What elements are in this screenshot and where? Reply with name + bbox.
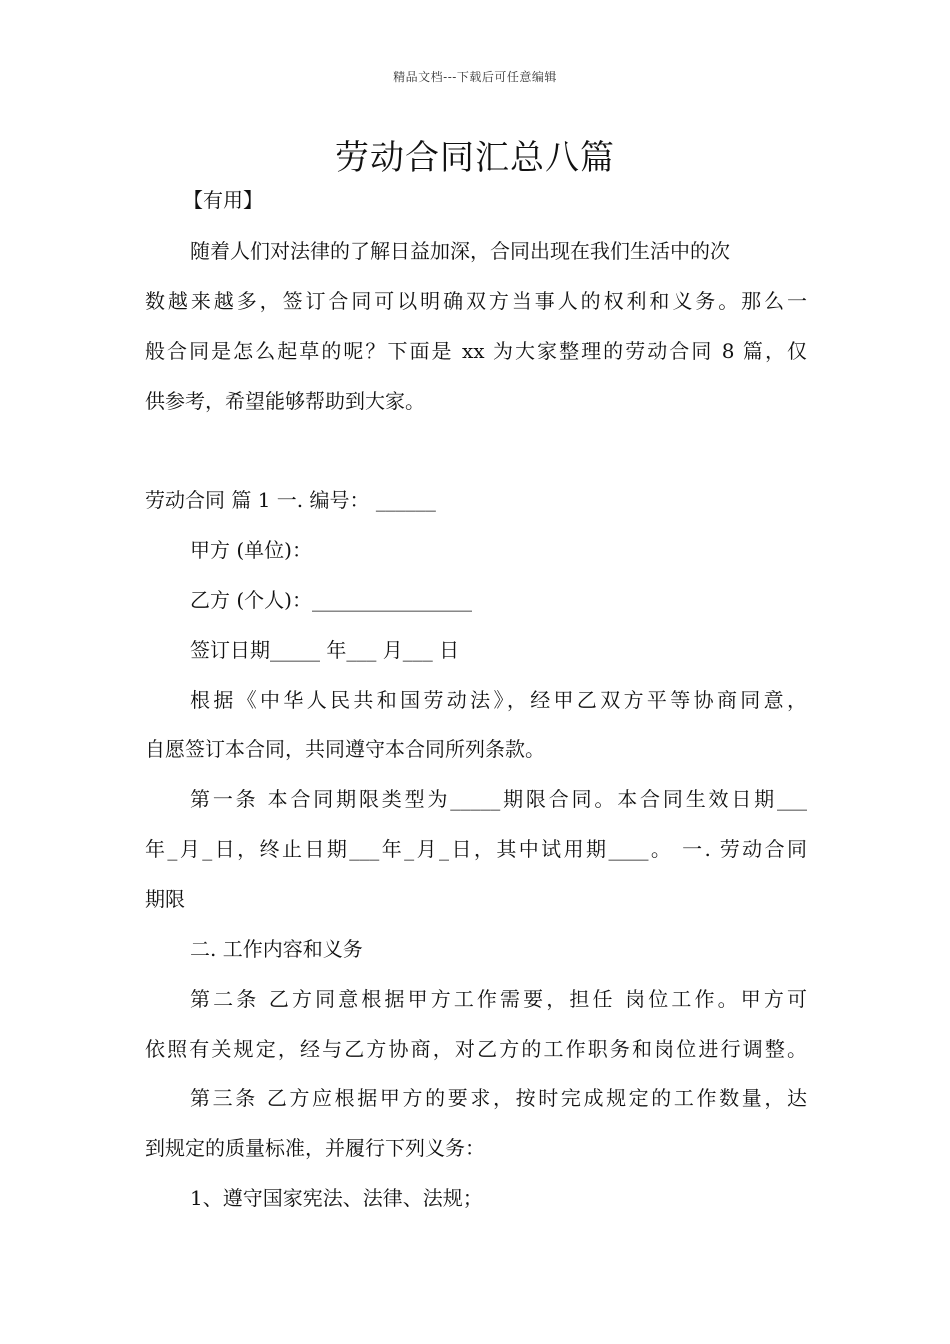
article-2-line-1: 第二条 乙方同意根据甲方工作需要，担任 岗位工作。甲方可	[190, 987, 807, 1011]
intro-line-2: 数越来越多，签订合同可以明确双方当事人的权利和义务。那么一	[145, 289, 807, 313]
intro-line-4: 供参考，希望能够帮助到大家。	[145, 389, 425, 413]
document-title: 劳动合同汇总八篇	[335, 138, 615, 178]
header-note: 精品文档---下载后可任意编辑	[393, 70, 557, 84]
tag-label: 【有用】	[183, 188, 263, 212]
basis-line-1: 根据《中华人民共和国劳动法》，经甲乙双方平等协商同意，	[190, 688, 807, 712]
duty-item-1: 1、遵守国家宪法、法律、法规；	[190, 1186, 483, 1210]
intro-line-1: 随着人们对法律的了解日益加深，合同出现在我们生活中的次	[190, 239, 730, 263]
article-1-line-2: 年_月_日，终止日期___年_月_日，其中试用期____。 一. 劳动合同	[145, 837, 807, 861]
basis-line-2: 自愿签订本合同，共同遵守本合同所列条款。	[145, 737, 545, 761]
section-heading: 劳动合同 篇 1 一. 编号： ______	[145, 488, 436, 512]
article-1-line-1: 第一条 本合同期限类型为_____期限合同。本合同生效日期___	[190, 787, 807, 811]
sign-date-line: 签订日期_____ 年___ 月___ 日	[190, 638, 460, 662]
article-3-line-2: 到规定的质量标准，并履行下列义务：	[145, 1136, 485, 1160]
article-3-line-1: 第三条 乙方应根据甲方的要求，按时完成规定的工作数量，达	[190, 1086, 807, 1110]
party-a-line: 甲方 (单位)：	[190, 538, 312, 562]
party-b-line: 乙方 (个人)：________________	[190, 588, 472, 612]
intro-line-3: 般合同是怎么起草的呢？下面是 xx 为大家整理的劳动合同 8 篇，仅	[145, 339, 807, 363]
section-2-heading: 二. 工作内容和义务	[190, 937, 363, 961]
article-1-line-3: 期限	[145, 887, 185, 911]
article-2-line-2: 依照有关规定，经与乙方协商，对乙方的工作职务和岗位进行调整。	[145, 1037, 807, 1061]
